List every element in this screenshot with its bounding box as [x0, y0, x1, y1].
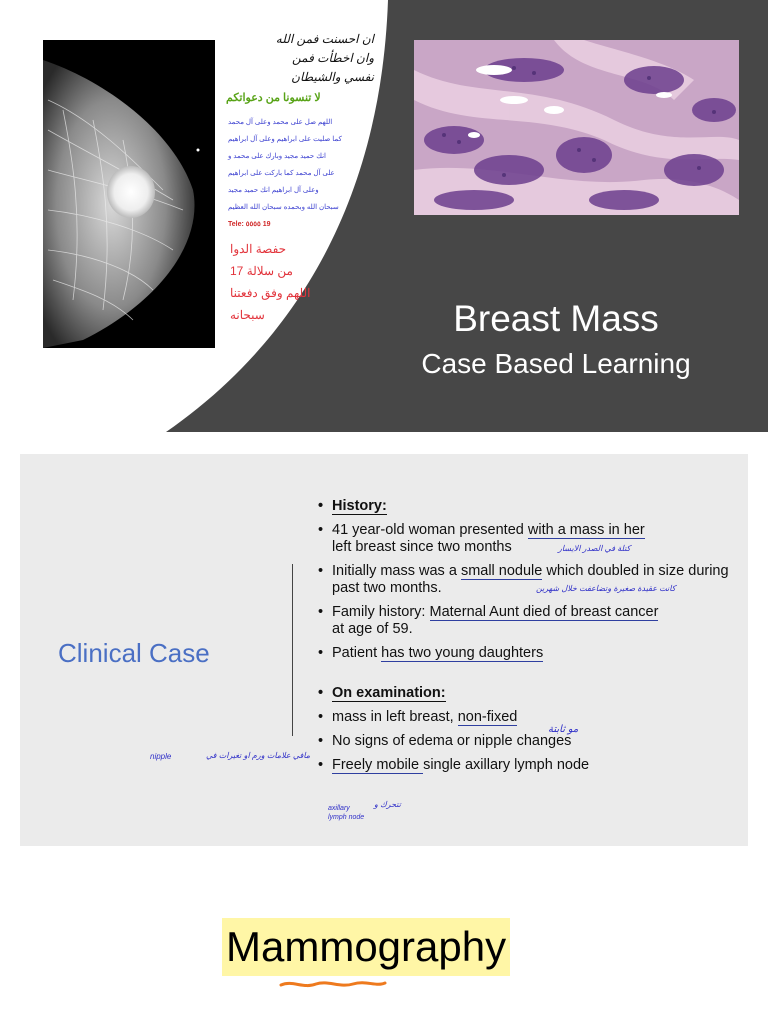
annotation-mass: كتلة في الصدر الايسار	[558, 544, 631, 553]
section-title: Clinical Case	[58, 638, 210, 668]
annotation-lymph-node: lymph node	[328, 814, 365, 821]
mammogram-image	[43, 40, 215, 348]
exam-item-3: • Freely mobile single axillary lymph node	[316, 757, 736, 774]
clinical-case-slide	[20, 454, 748, 846]
mammography-highlight	[222, 918, 510, 976]
annotation-axillary: axillary	[328, 805, 350, 812]
history-item-2: • Initially mass was a small nodule which doubled in size during past two months.	[316, 563, 736, 597]
slide-title: Breast Mass	[453, 298, 659, 339]
histology-image	[414, 40, 739, 215]
history-heading: • History:	[316, 498, 736, 515]
histology-graphic	[414, 40, 739, 215]
history-item-3: • Family history: Maternal Aunt died of breast cancer at age of 59.	[316, 604, 736, 638]
handwritten-arabic-notes: ان احسنت فمن الله وان اخطأت فمن نفسي والشيطان	[275, 32, 374, 84]
title-slide	[0, 0, 768, 432]
annotation-non-fixed: مو ثابتة	[548, 724, 579, 735]
slide-subtitle: Case Based Learning	[421, 348, 691, 379]
orange-underline-squiggle	[278, 978, 388, 990]
annotation-nipple: nipple	[150, 752, 172, 761]
annotation-no-signs: مافي علامات ورم او تغيرات في	[206, 751, 311, 760]
exam-heading: • On examination:	[316, 685, 736, 702]
case-bullets	[316, 498, 736, 781]
mammography-title: Mammography	[226, 923, 507, 970]
mass-opacity	[107, 166, 155, 218]
history-item-1: • 41 year-old woman presented with a mass in her left breast since two months	[316, 522, 736, 556]
annotation-mobile: تتحرك و	[374, 800, 401, 809]
tele-note: Tele: ٥٥٥٥ 19	[228, 221, 271, 228]
annotation-nodule: كانت عقيدة صغيرة وتضاعفت خلال شهرين	[536, 584, 676, 593]
divider-line	[292, 564, 293, 736]
history-item-4: • Patient has two young daughters	[316, 645, 736, 662]
exam-item-2: • No signs of edema or nipple changes	[316, 733, 736, 750]
handwritten-green-note: لا تنسونا من دعواتكم	[226, 92, 321, 104]
exam-item-1: • mass in left breast, non-fixed	[316, 709, 736, 726]
handwritten-blue-notes: اللهم صل على محمد وعلى آل محمد كما صليت على ابراهيم وعلى آل ابراهيم انك حميد مجيد وبارك على محمد و على آل محمد كما باركت على ابراهيم وعلى آل ابراهيم انك حميد مجيد سبحان الله وبحمده سبحان الله العظيم Tele: ٥٥٥٥ 19	[228, 114, 378, 233]
handwritten-red-notes: حفصة الدوا من سلالة 17 اللهم وفق دفعتنا سبحانه	[230, 242, 311, 322]
mammogram-graphic	[43, 40, 215, 348]
